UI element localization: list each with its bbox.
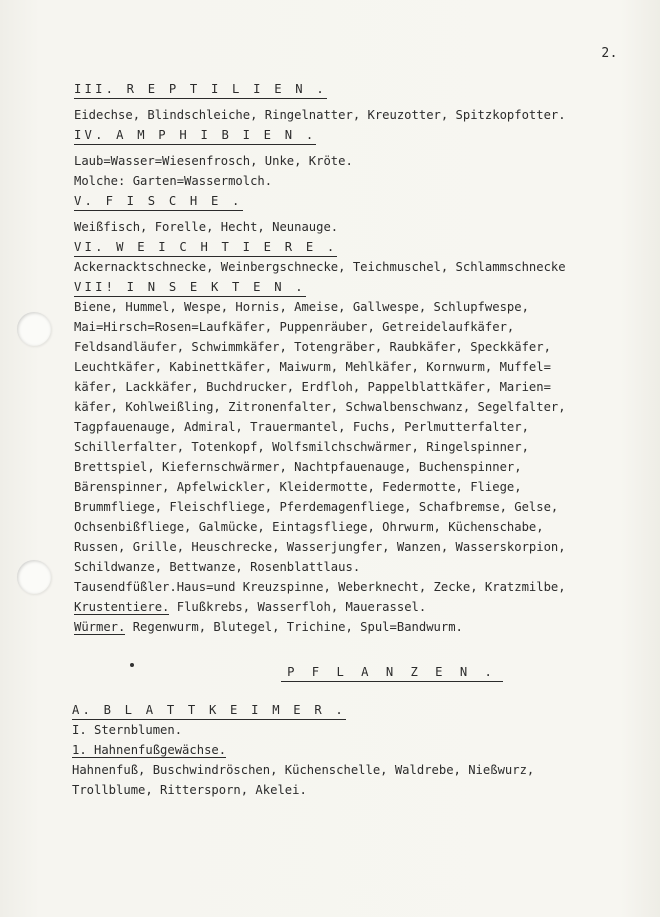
insekten-line-11: Brummfliege, Fleischfliege, Pferdemagenfliege, Schafbremse, Gelse,	[74, 500, 559, 514]
insekten-line-13: Russen, Grille, Heuschrecke, Wasserjungfer, Wanzen, Wasserskorpion,	[74, 540, 566, 554]
insekten-line-15: Tausendfüßler.Haus=und Kreuzspinne, Weberknecht, Zecke, Kratzmilbe,	[74, 580, 566, 594]
punch-hole-top	[17, 312, 51, 346]
heading-pflanzen: P F L A N Z E N .	[281, 665, 503, 682]
animal-list	[74, 79, 644, 637]
krustentiere-text: Flußkrebs, Wasserfloh, Mauerassel.	[169, 600, 427, 614]
insekten-line-10: Bärenspinner, Apfelwickler, Kleidermotte, Federmotte, Fliege,	[74, 480, 522, 494]
insekten-line-1: Biene, Hummel, Wespe, Hornis, Ameise, Gallwespe, Schlupfwespe,	[74, 300, 529, 314]
wuermer-label: Würmer.	[74, 620, 126, 634]
insekten-line-5: käfer, Lackkäfer, Buchdrucker, Erdfloh, Pappelblattkäfer, Marien=	[74, 380, 551, 394]
hahnenfuss-line-1: Hahnenfuß, Buschwindröschen, Küchenschelle, Waldrebe, Nießwurz,	[72, 763, 535, 777]
weichtiere-line: Ackernacktschnecke, Weinbergschnecke, Teichmuschel, Schlammschnecke	[74, 260, 566, 274]
insekten-line-6: käfer, Kohlweißling, Zitronenfalter, Schwalbenschwanz, Segelfalter,	[74, 400, 566, 414]
insekten-line-7: Tagpfauenauge, Admiral, Trauermantel, Fuchs, Perlmutterfalter,	[74, 420, 529, 434]
heading-weichtiere: VI. W E I C H T I E R E .	[74, 240, 337, 257]
plant-list	[72, 700, 642, 800]
heading-blattkeimer: A. B L A T T K E I M E R .	[72, 703, 346, 720]
insekten-line-12: Ochsenbißfliege, Galmücke, Eintagsfliege, Ohrwurm, Küchenschabe,	[74, 520, 544, 534]
fische-line: Weißfisch, Forelle, Hecht, Neunauge.	[74, 220, 339, 234]
sternblumen-line: I. Sternblumen.	[72, 723, 183, 737]
krustentiere-line	[74, 597, 644, 617]
insekten-line-4: Leuchtkäfer, Kabinettkäfer, Maiwurm, Mehlkäfer, Kornwurm, Muffel=	[74, 360, 551, 374]
krustentiere-label: Krustentiere.	[74, 600, 170, 614]
pflanzen-heading-block	[72, 662, 642, 682]
hahnenfuss-line-2: Trollblume, Rittersporn, Akelei.	[72, 783, 307, 797]
heading-insekten: VII! I N S E K T E N .	[74, 280, 306, 297]
insekten-line-3: Feldsandläufer, Schwimmkäfer, Totengräber, Raubkäfer, Speckkäfer,	[74, 340, 551, 354]
insekten-line-14: Schildwanze, Bettwanze, Rosenblattlaus.	[74, 560, 361, 574]
hahnenfuss-heading: 1. Hahnenfußgewächse.	[72, 743, 227, 757]
reptilien-line: Eidechse, Blindschleiche, Ringelnatter, Kreuzotter, Spitzkopfotter.	[74, 108, 566, 122]
insekten-line-9: Brettspiel, Kiefernschwärmer, Nachtpfauenauge, Buchenspinner,	[74, 460, 522, 474]
page-number: 2.	[601, 46, 618, 61]
heading-amphibien: IV. A M P H I B I E N .	[74, 128, 316, 145]
wuermer-text: Regenwurm, Blutegel, Trichine, Spul=Bandwurm.	[125, 620, 463, 634]
heading-reptilien: III. R E P T I L I E N .	[74, 82, 327, 99]
amphibien-line-2: Molche: Garten=Wassermolch.	[74, 174, 273, 188]
insekten-line-8: Schillerfalter, Totenkopf, Wolfsmilchschwärmer, Ringelspinner,	[74, 440, 529, 454]
amphibien-line-1: Laub=Wasser=Wiesenfrosch, Unke, Kröte.	[74, 154, 353, 168]
heading-fische: V. F I S C H E .	[74, 194, 243, 211]
punch-hole-bottom	[17, 560, 51, 594]
insekten-line-2: Mai=Hirsch=Rosen=Laufkäfer, Puppenräuber, Getreidelaufkäfer,	[74, 320, 515, 334]
wuermer-line	[74, 617, 644, 637]
